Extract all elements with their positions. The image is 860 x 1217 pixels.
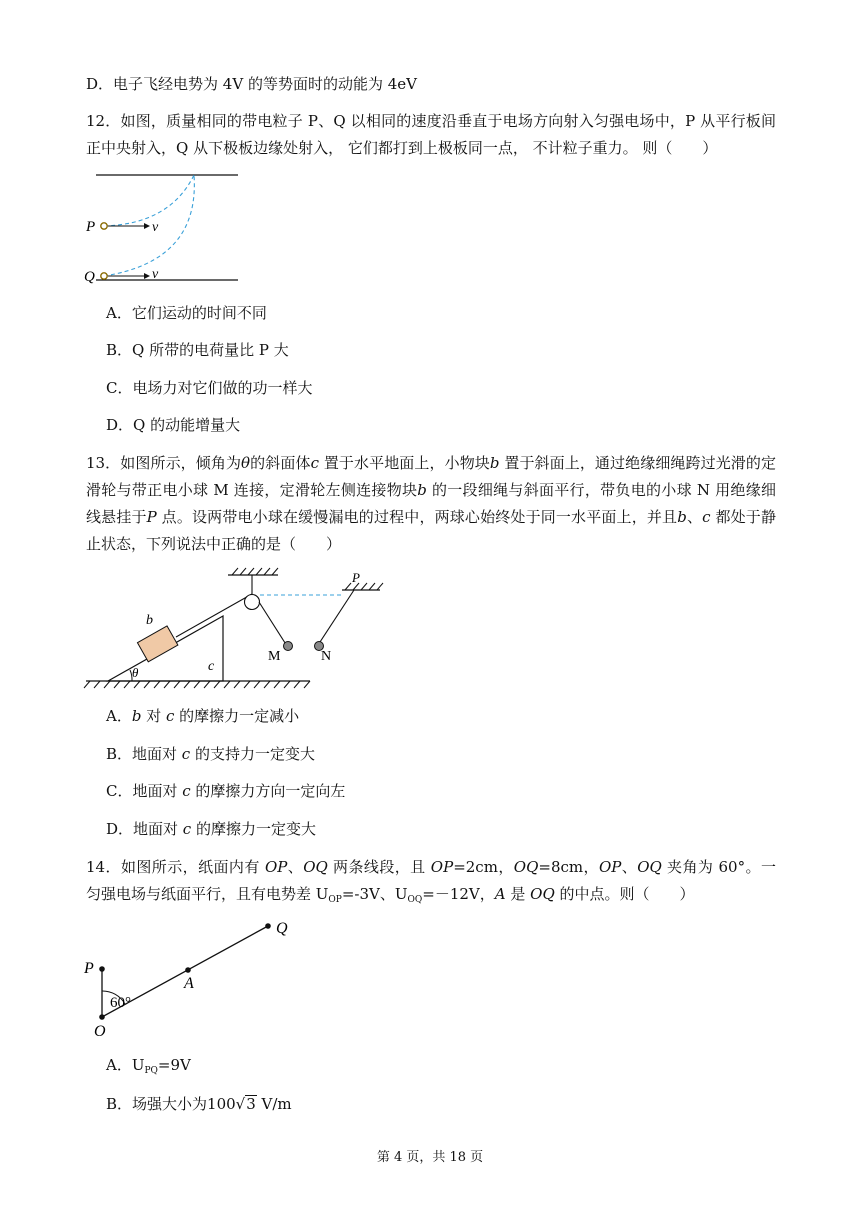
q14-label-q: Q bbox=[276, 920, 288, 937]
q12-option-b: B．Q 所带的电荷量比 P 大 bbox=[106, 341, 289, 359]
q14-option-a: A．$U_{PQ}=9V$ bbox=[106, 1056, 191, 1076]
q14-figure bbox=[80, 915, 300, 1040]
q13-stem: 13．如图所示，倾角为θ的斜面体c 置于水平地面上，小物块b 置于斜面上，通过绝缘细绳跨过光滑的定滑轮与带正电小球 M 连接，定滑轮左侧连接物块b 的一段细绳与斜面平行，带负电的小球 N 用绝缘细线悬挂于P 点。设两带电小球在缓慢漏电的过程中，两球心始终处于同一水平面上，并且b、c 都处于静止状态，下列说法中正确的是（ ） bbox=[86, 454, 776, 553]
q11-option-d: D．电子飞经电势为 4V 的等势面时的动能为 4eV bbox=[86, 75, 417, 93]
q13-label-b: b bbox=[146, 613, 153, 628]
q13-label-p: P bbox=[352, 570, 360, 585]
q13-option-b: B．地面对 c 的支持力一定变大 bbox=[106, 745, 315, 763]
q12-option-a: A．它们运动的时间不同 bbox=[106, 304, 267, 322]
page-footer: 第 4 页，共 18 页 bbox=[376, 1150, 484, 1165]
q12-option-d: D．Q 的动能增量大 bbox=[106, 416, 241, 434]
q13-label-theta: θ bbox=[132, 665, 139, 680]
q13-label-m: M bbox=[268, 649, 281, 664]
q14-stem: 14．如图所示，纸面内有 OP、OQ 两条线段，且 OP=2cm，OQ=8cm，OP、OQ 夹角为 60°。一匀强电场与纸面平行，且有电势差 $U_{OP}=-3V$、$U_{OQ}=-12V$，A 是 OQ 的中点。则（ ） bbox=[86, 858, 776, 905]
q13-option-d: D．地面对 c 的摩擦力一定变大 bbox=[106, 820, 316, 838]
q12-label-q: Q bbox=[84, 269, 95, 285]
sqrt-symbol: √ bbox=[235, 1095, 246, 1113]
q14-option-b: B．场强大小为100√3 V/m bbox=[106, 1095, 292, 1113]
q12-figure bbox=[80, 166, 250, 288]
q12-label-p: P bbox=[86, 219, 96, 235]
q12-stem: 12．如图，质量相同的带电粒子 P、Q 以相同的速度沿垂直于电场方向射入匀强电场中，P 从平行板间正中央射入，Q 从下极板边缘处射入， 它们都打到上极板同一点， 不计粒子重力。 则（ ） bbox=[86, 112, 776, 157]
q13-label-n: N bbox=[321, 649, 332, 664]
q13-option-a: A．b 对 c 的摩擦力一定减小 bbox=[106, 707, 300, 725]
q14-label-a: A bbox=[184, 975, 194, 992]
q13-figure bbox=[80, 566, 400, 692]
q13-label-c: c bbox=[208, 659, 215, 674]
q12-option-c: C．电场力对它们做的功一样大 bbox=[106, 379, 313, 397]
q14-label-o: O bbox=[94, 1023, 106, 1040]
q14-label-p: P bbox=[84, 960, 94, 977]
q12-label-v1: v bbox=[152, 220, 159, 235]
q14-label-angle: 60° bbox=[110, 995, 131, 1011]
q12-label-v2: v bbox=[152, 267, 159, 282]
q13-option-c: C．地面对 c 的摩擦力方向一定向左 bbox=[106, 782, 346, 800]
